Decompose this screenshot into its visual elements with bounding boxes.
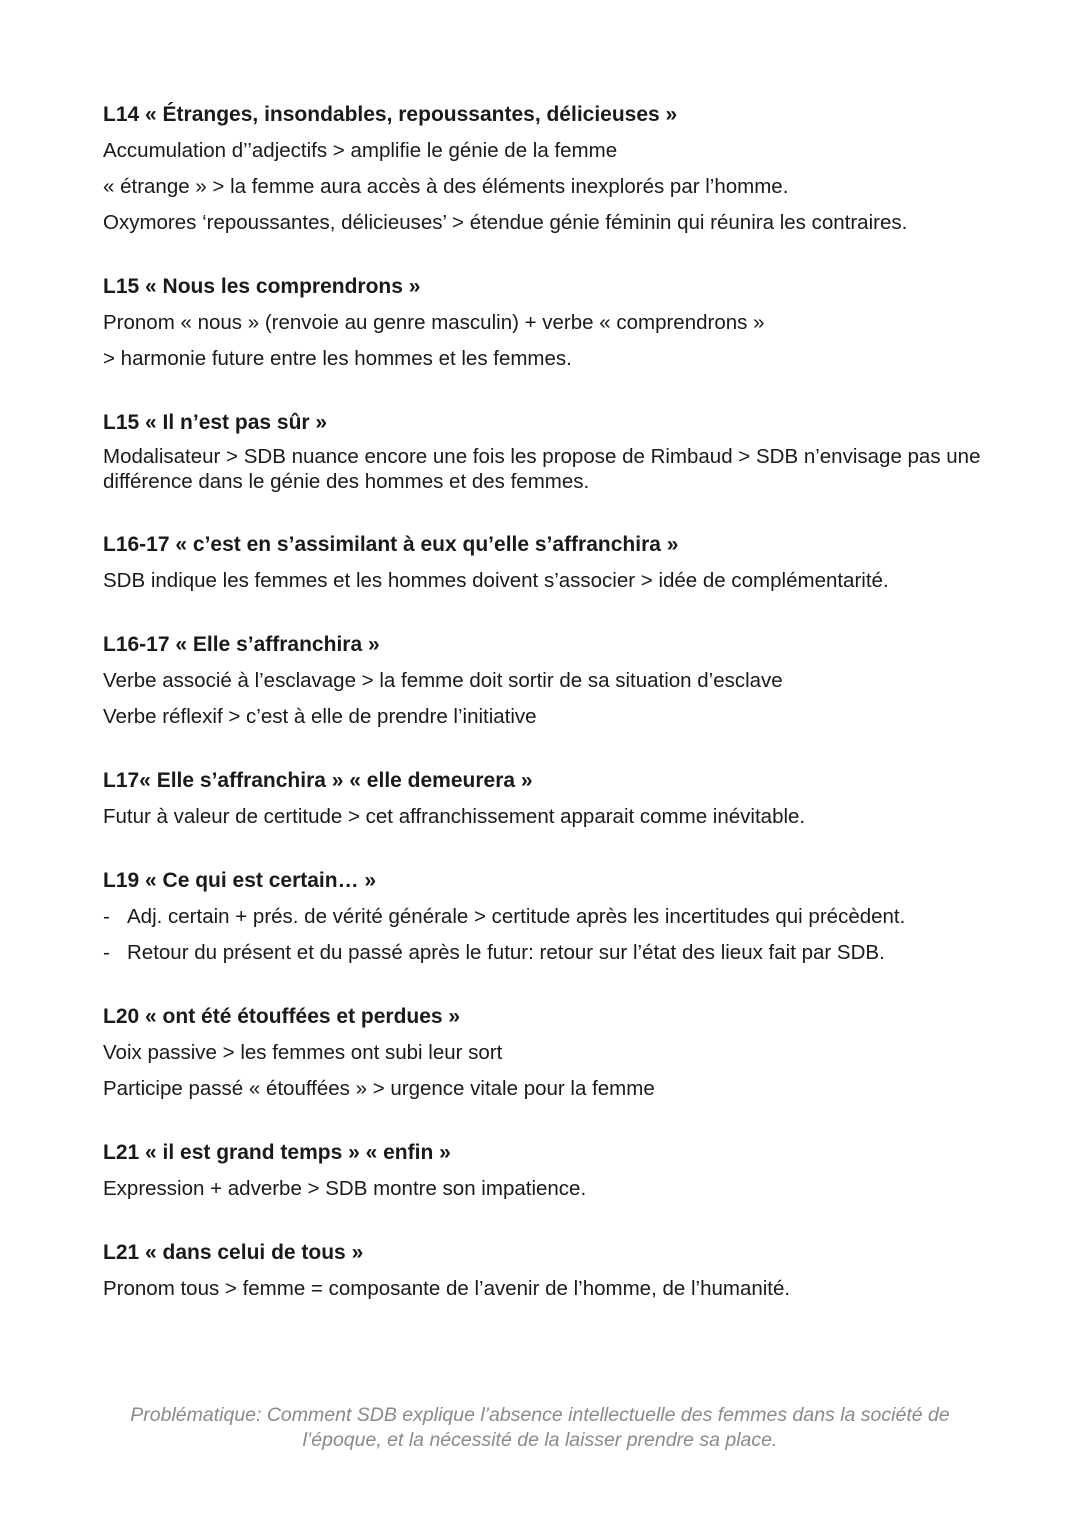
bullet-text: Retour du présent et du passé après le futur: retour sur l’état des lieux fait par SDB. — [127, 941, 885, 964]
section-line: Verbe associé à l’esclavage > la femme doit sortir de sa situation d’esclave — [103, 669, 783, 692]
section-l16-assimilant — [103, 530, 983, 596]
section-line: Voix passive > les femmes ont subi leur sort — [103, 1041, 503, 1064]
section-heading: L16-17 « c’est en s’assimilant à eux qu’elle s’affranchira » — [103, 533, 679, 556]
section-heading: L21 « il est grand temps » « enfin » — [103, 1141, 451, 1164]
section-line: Accumulation d’’adjectifs > amplifie le génie de la femme — [103, 139, 618, 162]
problematique-line: Problématique: Comment SDB explique l’absence intellectuelle des femmes dans la société de — [130, 1404, 950, 1426]
section-line: Expression + adverbe > SDB montre son impatience. — [103, 1177, 587, 1200]
section-heading: L16-17 « Elle s’affranchira » — [103, 633, 380, 656]
section-heading: L14 « Étranges, insondables, repoussantes, délicieuses » — [103, 103, 678, 126]
section-l16-affranchira — [103, 630, 983, 732]
bullet-item — [103, 902, 983, 932]
section-l15-pas-sur — [103, 408, 983, 494]
section-line: Futur à valeur de certitude > cet affranchissement apparait comme inévitable. — [103, 805, 806, 828]
section-line: Oxymores ‘repoussantes, délicieuses’ > étendue génie féminin qui réunira les contraires. — [103, 211, 908, 234]
bullet-text: Adj. certain + prés. de vérité générale > certitude après les incertitudes qui précèdent. — [127, 905, 906, 928]
section-l21-temps — [103, 1138, 983, 1204]
section-line: > harmonie future entre les hommes et les femmes. — [103, 347, 572, 370]
document-body — [103, 100, 983, 1310]
section-l20 — [103, 1002, 983, 1104]
bullet-list — [103, 902, 983, 968]
section-heading: L15 « Nous les comprendrons » — [103, 275, 421, 298]
section-l21-tous — [103, 1238, 983, 1304]
section-line: Pronom tous > femme = composante de l’avenir de l’homme, de l’humanité. — [103, 1277, 791, 1300]
section-l17 — [103, 766, 983, 832]
section-line: SDB indique les femmes et les hommes doivent s’associer > idée de complémentarité. — [103, 569, 889, 592]
section-heading: L21 « dans celui de tous » — [103, 1241, 364, 1264]
section-heading: L15 « Il n’est pas sûr » — [103, 411, 328, 434]
section-l15-nous — [103, 272, 983, 374]
dash-bullet-icon: - — [103, 941, 110, 964]
section-line: Participe passé « étouffées » > urgence vitale pour la femme — [103, 1077, 655, 1100]
section-heading: L20 « ont été étouffées et perdues » — [103, 1005, 461, 1028]
dash-bullet-icon: - — [103, 905, 110, 928]
section-heading: L19 « Ce qui est certain… » — [103, 869, 377, 892]
problematique-footer — [110, 1403, 970, 1453]
section-line: « étrange » > la femme aura accès à des éléments inexplorés par l’homme. — [103, 175, 789, 198]
section-l14 — [103, 100, 983, 238]
section-l19 — [103, 866, 983, 968]
section-line: Modalisateur > SDB nuance encore une fois les propose de Rimbaud > SDB n’envisage pas une différence dans le génie des hommes et des femmes. — [103, 445, 981, 493]
section-line: Pronom « nous » (renvoie au genre masculin) + verbe « comprendrons » — [103, 311, 765, 334]
section-heading: L17« Elle s’affranchira » « elle demeurera » — [103, 769, 533, 792]
section-line: Verbe réflexif > c’est à elle de prendre l’initiative — [103, 705, 537, 728]
bullet-item — [103, 938, 983, 968]
problematique-line: l’époque, et la nécessité de la laisser prendre sa place. — [302, 1429, 778, 1451]
